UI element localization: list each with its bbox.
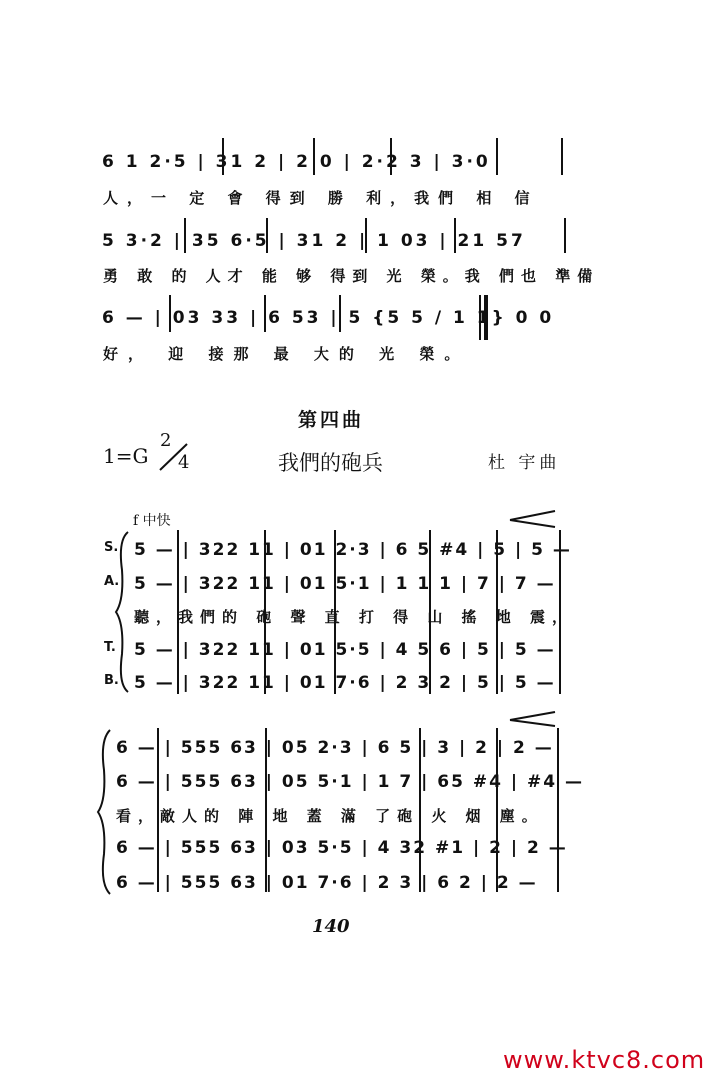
watermark-url: www.ktvc8.com: [503, 1046, 706, 1074]
time-signature-bottom: 4: [178, 452, 190, 473]
score-line-2-notes: 5 3·2 | 35 6·5 | 31 2 | 1 03 | 21 57: [102, 231, 526, 251]
key-signature: 1=G: [103, 444, 149, 468]
composer-credit: 杜 宇曲: [488, 453, 561, 473]
system1-tenor-notes: 5 — | 322 11 | 01 5·5 | 4 5 6 | 5 | 5 —: [134, 640, 556, 660]
system2-alto-notes: 6 — | 555 63 | 05 5·1 | 1 7 | 65 #4 | #4 —: [116, 772, 584, 792]
score-line-1-lyrics: 人，一 定 會 得到 勝 利，我們 相 信: [103, 189, 539, 207]
system1-soprano-notes: 5 — | 322 11 | 01 2·3 | 6 5 #4 | 5 | 5 —: [134, 540, 572, 560]
voice-label-alto: A.: [104, 574, 120, 589]
system1-lyrics: 聽，我們的 砲 聲 直 打 得 山 搖 地 震，: [134, 608, 575, 626]
score-line-3-lyrics: 好， 迎 接那 最 大的 光 榮。: [103, 345, 470, 363]
tempo-marking: f 中快: [133, 513, 171, 529]
song-number-title: 第四曲: [298, 409, 365, 431]
voice-label-soprano: S.: [104, 540, 119, 555]
system2-soprano-notes: 6 — | 555 63 | 05 2·3 | 6 5 | 3 | 2 | 2 —: [116, 738, 554, 758]
score-line-3-notes: 6 — | 03 33 | 6 53 | 5 {5 5 / 1 1} 0 0: [102, 308, 555, 328]
system2-tenor-notes: 6 — | 555 63 | 03 5·5 | 4 32 #1 | 2 | 2 —: [116, 838, 568, 858]
song-title: 我們的砲兵: [278, 451, 383, 475]
page-number: 140: [312, 916, 350, 937]
system1-bass-notes: 5 — | 322 11 | 01 7·6 | 2 3 2 | 5 | 5 —: [134, 673, 556, 693]
system2-bass-notes: 6 — | 555 63 | 01 7·6 | 2 3 | 6 2 | 2 —: [116, 873, 538, 893]
time-signature-top: 2: [160, 430, 172, 451]
system1-alto-notes: 5 — | 322 11 | 01 5·1 | 1 1 1 | 7 | 7 —: [134, 574, 556, 594]
voice-label-tenor: T.: [104, 640, 116, 655]
score-line-1-notes: 6 1 2·5 | 31 2 | 2 0 | 2·2 3 | 3·0: [102, 152, 491, 172]
voice-label-bass: B.: [104, 673, 119, 688]
system2-lyrics: 看，敵人的 陣 地 蓋 滿 了砲 火 烟 塵。: [116, 807, 544, 825]
score-line-2-lyrics: 勇 敢 的 人才 能 够 得到 光 榮。我 們也 準備: [103, 267, 600, 285]
